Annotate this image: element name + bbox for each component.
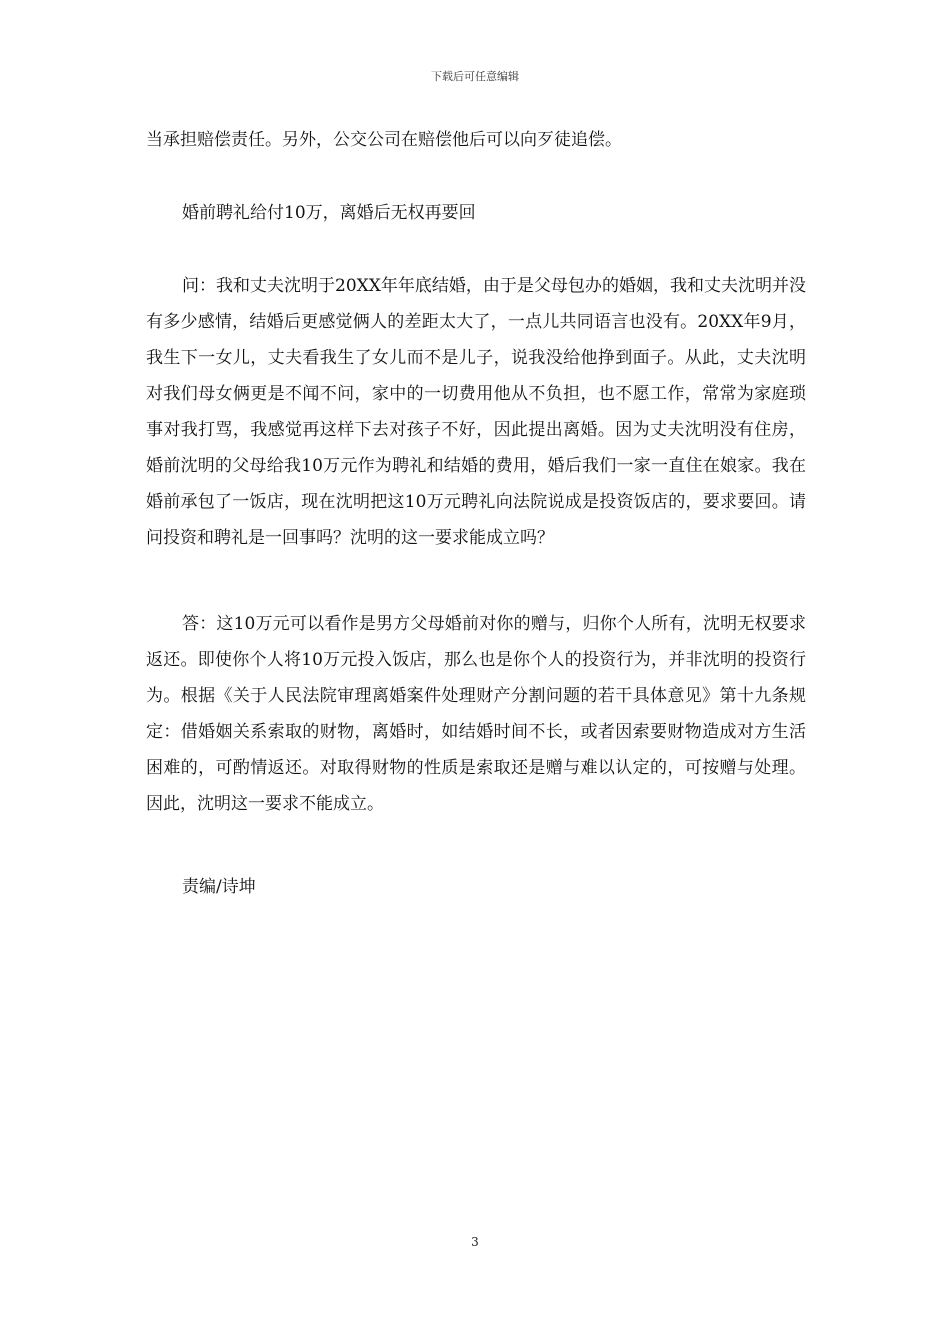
- answer-paragraph: 答：这10万元可以看作是男方父母婚前对你的赠与，归你个人所有，沈明无权要求返还。即使你个人将10万元投入饭店，那么也是你个人的投资行为，并非沈明的投资行为。根据《关于人民法院审理离婚案件处理财产分割问题的若干具体意见》第十九条规定：借婚姻关系索取的财物，离婚时，如结婚时间不长，或者因索要财物造成对方生活困难的，可酌情返还。对取得财物的性质是索取还是赠与难以认定的，可按赠与处理。因此，沈明这一要求不能成立。: [146, 614, 806, 814]
- article-headline: 婚前聘礼给付10万，离婚后无权再要回: [182, 203, 476, 223]
- question-paragraph: 问：我和丈夫沈明于20XX年年底结婚，由于是父母包办的婚姻，我和丈夫沈明并没有多少感情，结婚后更感觉俩人的差距太大了，一点儿共同语言也没有。20XX年9月，我生下一女儿，丈夫看我生了女儿而不是儿子，说我没给他挣到面子。从此，丈夫沈明对我们母女俩更是不闻不问，家中的一切费用他从不负担，也不愿工作，常常为家庭琐事对我打骂，我感觉再这样下去对孩子不好，因此提出离婚。因为丈夫沈明没有住房，婚前沈明的父母给我10万元作为聘礼和结婚的费用，婚后我们一家一直住在娘家。我在婚前承包了一饭店，现在沈明把这10万元聘礼向法院说成是投资饭店的，要求要回。请问投资和聘礼是一回事吗？沈明的这一要求能成立吗？: [146, 276, 806, 548]
- editor-credit: 责编/诗坤: [182, 877, 256, 897]
- continuation-paragraph: 当承担赔偿责任。另外，公交公司在赔偿他后可以向歹徒追偿。: [146, 130, 622, 150]
- page-number: 3: [471, 1235, 479, 1249]
- page-header: 下载后可任意编辑: [431, 70, 519, 83]
